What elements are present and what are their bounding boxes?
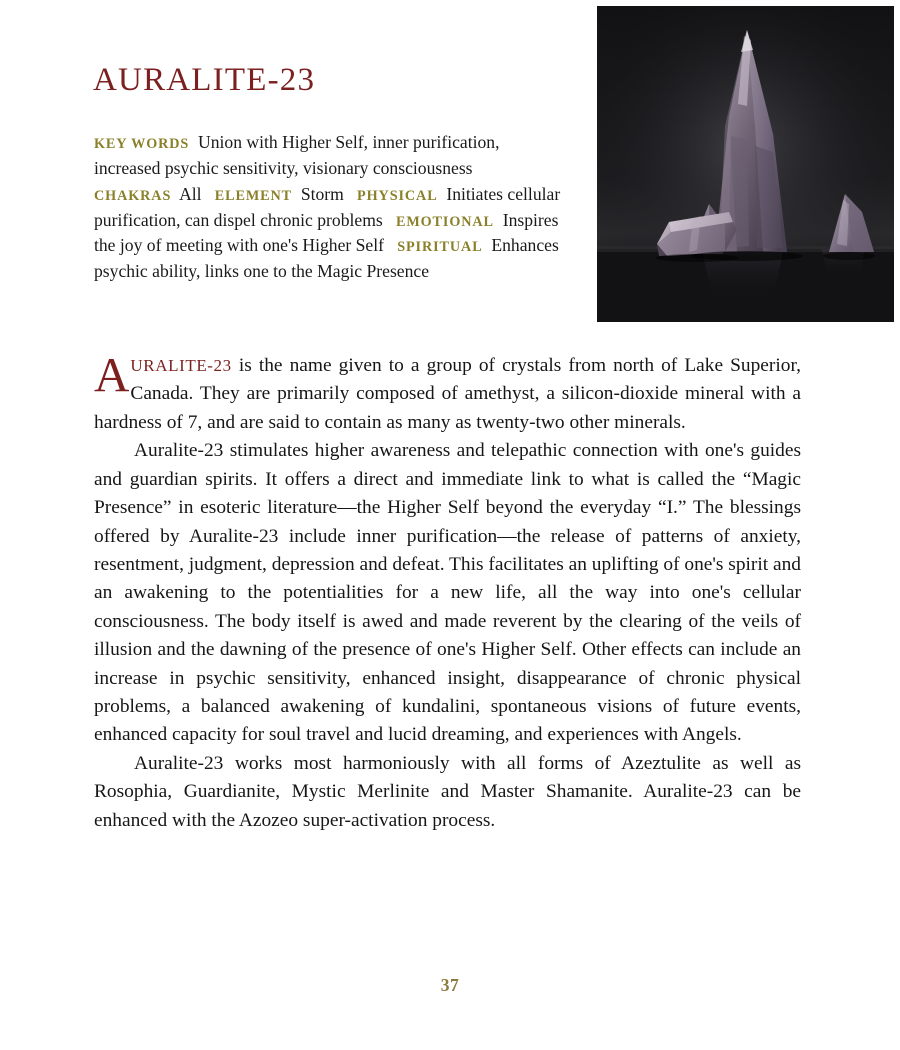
- emotional-value: Inspires the joy of meeting with one's Higher Self: [94, 209, 559, 256]
- page-number: 37: [440, 975, 460, 995]
- paragraph-2: Auralite-23 stimulates higher awareness and telepathic connection with one's guides and guardian spirits. It offers a direct and immediate link to what is called the “Magic Presence” in esoteric literature—the Higher Self beyond the everyday “I.” The blessings offered by Auralite-23 include inner purification—the release of patterns of anxiety, resentment, judgment, depression and defeat. This facilitates an uplifting of one's spirit and an awakening to the potentialities for a new life, all the way into one's cellular consciousness. The body itself is awed and made reverent by the clearing of the veils of illusion and the dawning of the presence of one's Higher Self. Other effects can include an increase in psychic sensitivity, enhanced insight, disappearance of chronic physical problems, a balanced awakening of kundalini, spontaneous visions of future events, enhanced capacity for soul travel and lucid dreaming, and experiences with Angels.: [94, 440, 801, 746]
- specimen-photo-graphic: [597, 6, 894, 322]
- chakras-label: CHAKRAS: [94, 187, 172, 204]
- element-label: ELEMENT: [214, 187, 293, 204]
- key-words-block: [94, 130, 566, 285]
- drop-cap: A: [94, 347, 130, 402]
- emotional-label: EMOTIONAL: [395, 213, 494, 230]
- page-title-text: AURALITE-23: [93, 62, 316, 98]
- physical-value: Initiates cellular purification, can dispel chronic problems: [94, 183, 561, 230]
- paragraph-1-text: is the name given to a group of crystals from north of Lake Superior, Canada. They are primarily composed of amethyst, a silicon-dioxide mineral with a hardness of 7, and are said to contain as many as twenty-two other minerals.: [94, 355, 801, 433]
- body-text: [94, 347, 801, 835]
- paragraph-1: [94, 347, 801, 437]
- chakras-value: All: [179, 183, 202, 204]
- auralite-23-specimen-photo: [597, 6, 894, 322]
- element-value: Storm: [300, 183, 344, 204]
- lead-small-caps: URALITE-23: [130, 356, 232, 375]
- key-words-label: KEY WORDS: [94, 136, 190, 152]
- physical-label: PHYSICAL: [357, 187, 438, 204]
- spiritual-value: Enhances psychic ability, links one to the Magic Presence: [94, 235, 559, 282]
- page-title: [93, 62, 315, 99]
- key-words-value: Union with Higher Self, inner purification, increased psychic sensitivity, visionary consciousness: [94, 132, 500, 178]
- paragraph-3: Auralite-23 works most harmoniously with all forms of Azeztulite as well as Rosophia, Guardianite, Mystic Merlinite and Master Shamanite. Auralite-23 can be enhanced with the Azozeo super-activation process.: [94, 752, 801, 831]
- spiritual-label: SPIRITUAL: [397, 239, 483, 256]
